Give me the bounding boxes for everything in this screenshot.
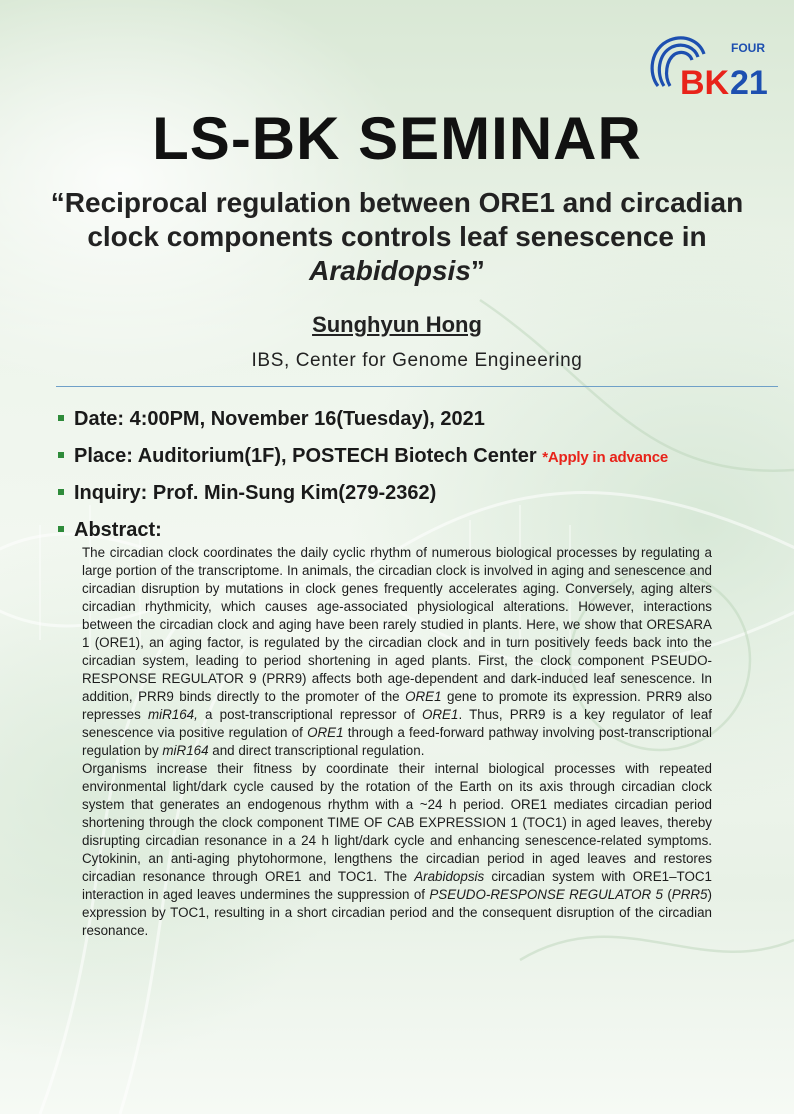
talk-title-line-1: Reciprocal regulation between ORE1 and circadian bbox=[64, 187, 744, 218]
info-date-text: Date: 4:00PM, November 16(Tuesday), 2021 bbox=[74, 408, 485, 430]
info-place bbox=[58, 441, 778, 478]
talk-title-open-quote: “ bbox=[50, 187, 65, 218]
bullet-square-icon bbox=[58, 526, 64, 532]
abstract-p2-text-3: ( bbox=[662, 887, 672, 902]
gene-mir164: miR164, bbox=[147, 707, 198, 722]
talk-title bbox=[40, 186, 754, 288]
speaker-name: Sunghyun Hong bbox=[312, 312, 482, 337]
abstract-body bbox=[82, 544, 712, 940]
info-inquiry-text: Inquiry: Prof. Min-Sung Kim(279-2362) bbox=[74, 482, 437, 504]
info-date bbox=[58, 404, 778, 441]
talk-title-species: Arabidopsis bbox=[309, 255, 471, 286]
seminar-info-list bbox=[58, 404, 778, 552]
talk-title-close-quote: ” bbox=[470, 255, 485, 286]
seminar-title: LS-BK SEMINAR bbox=[152, 105, 642, 172]
gene-prr5: PRR5 bbox=[671, 887, 708, 902]
info-inquiry bbox=[58, 478, 778, 515]
abstract-p1-text-5: through a feed-forward pathway involving post-transcriptional regulation by bbox=[82, 725, 712, 758]
abstract-heading-text: Abstract: bbox=[74, 519, 162, 541]
abstract-p1-text-6: and direct transcriptional regulation. bbox=[208, 743, 425, 758]
gene-mir164: miR164 bbox=[162, 743, 209, 758]
abstract-p1-text-1: The circadian clock coordinates the daily cyclic rhythm of numerous biological processes by regulating a large portion of the transcriptome. In animals, the circadian clock is involved in aging and senescence and circadian disruption by mutations in clock genes frequently accelerates aging. Conversely, aging alters circadian rhythmicity, which causes age-associated physiological alterations. However, interactions between the circadian clock and aging have been rarely studied in plants. Here, we show that ORESARA 1 (ORE1), an aging factor, is regulated by the circadian clock and in turn positively feeds back into the circadian system, leading to period shortening in aged plants. First, the clock component PSEUDO-RESPONSE REGULATOR 9 (PRR9) affects both age-dependent and dark-induced leaf senescence. In addition, PRR9 binds directly to the promoter of the bbox=[82, 545, 712, 704]
bullet-square-icon bbox=[58, 415, 64, 421]
apply-in-advance-note: *Apply in advance bbox=[542, 449, 669, 466]
gene-ore1: ORE1 bbox=[307, 725, 344, 740]
bullet-square-icon bbox=[58, 489, 64, 495]
divider-line bbox=[56, 386, 778, 387]
species-arabidopsis: Arabidopsis bbox=[414, 869, 485, 884]
abstract-p1-text-2: gene to promote its expression. PRR9 also represses bbox=[82, 689, 713, 722]
logo-four-text: FOUR bbox=[731, 41, 765, 55]
gene-ore1: ORE1 bbox=[421, 707, 459, 722]
abstract-paragraph-1 bbox=[82, 544, 712, 760]
abstract-paragraph-2 bbox=[82, 760, 712, 940]
gene-ore1: ORE1 bbox=[405, 689, 442, 704]
speaker-affiliation: IBS, Center for Genome Engineering bbox=[251, 350, 583, 371]
logo-bk-text: BK bbox=[680, 64, 730, 100]
abstract-p2-text-2: circadian system with ORE1–TOC1 interaction in aged leaves undermines the suppression of bbox=[82, 869, 712, 902]
abstract-p1-text-4: . Thus, PRR9 is a key regulator of leaf senescence via positive regulation of bbox=[82, 707, 713, 740]
abstract-p2-text-1: Organisms increase their fitness by coordinate their internal biological processes with repeated environmental light/dark cycle caused by the rotation of the Earth on its axis through circadian clock system that generates an endogenous rhythm with a ~24 h period. ORE1 mediates circadian period shortening through the clock component TIME OF CAB EXPRESSION 1 (TOC1) in aged leaves, thereby disrupting circadian resonance in a 24 h light/dark cycle and enhancing senescence-related symptoms. Cytokinin, an anti-aging phytohormone, lengthens the circadian period in aged leaves and restores circadian resonance through ORE1 and TOC1. The bbox=[82, 761, 712, 884]
bullet-square-icon bbox=[58, 452, 64, 458]
abstract-p1-text-3: a post-transcriptional repressor of bbox=[197, 707, 422, 722]
info-place-text: Place: Auditorium(1F), POSTECH Biotech Center bbox=[74, 445, 537, 467]
logo-21-text: 21 bbox=[730, 64, 768, 100]
talk-title-line-2: clock components controls leaf senescence in bbox=[87, 221, 707, 252]
gene-prr5-full: PSEUDO-RESPONSE REGULATOR 5 bbox=[429, 887, 663, 902]
abstract-p2-text-4: ) expression by TOC1, resulting in a short circadian period and the consequent disruption of the circadian resonance. bbox=[82, 887, 712, 938]
bk21-four-logo bbox=[644, 30, 776, 100]
